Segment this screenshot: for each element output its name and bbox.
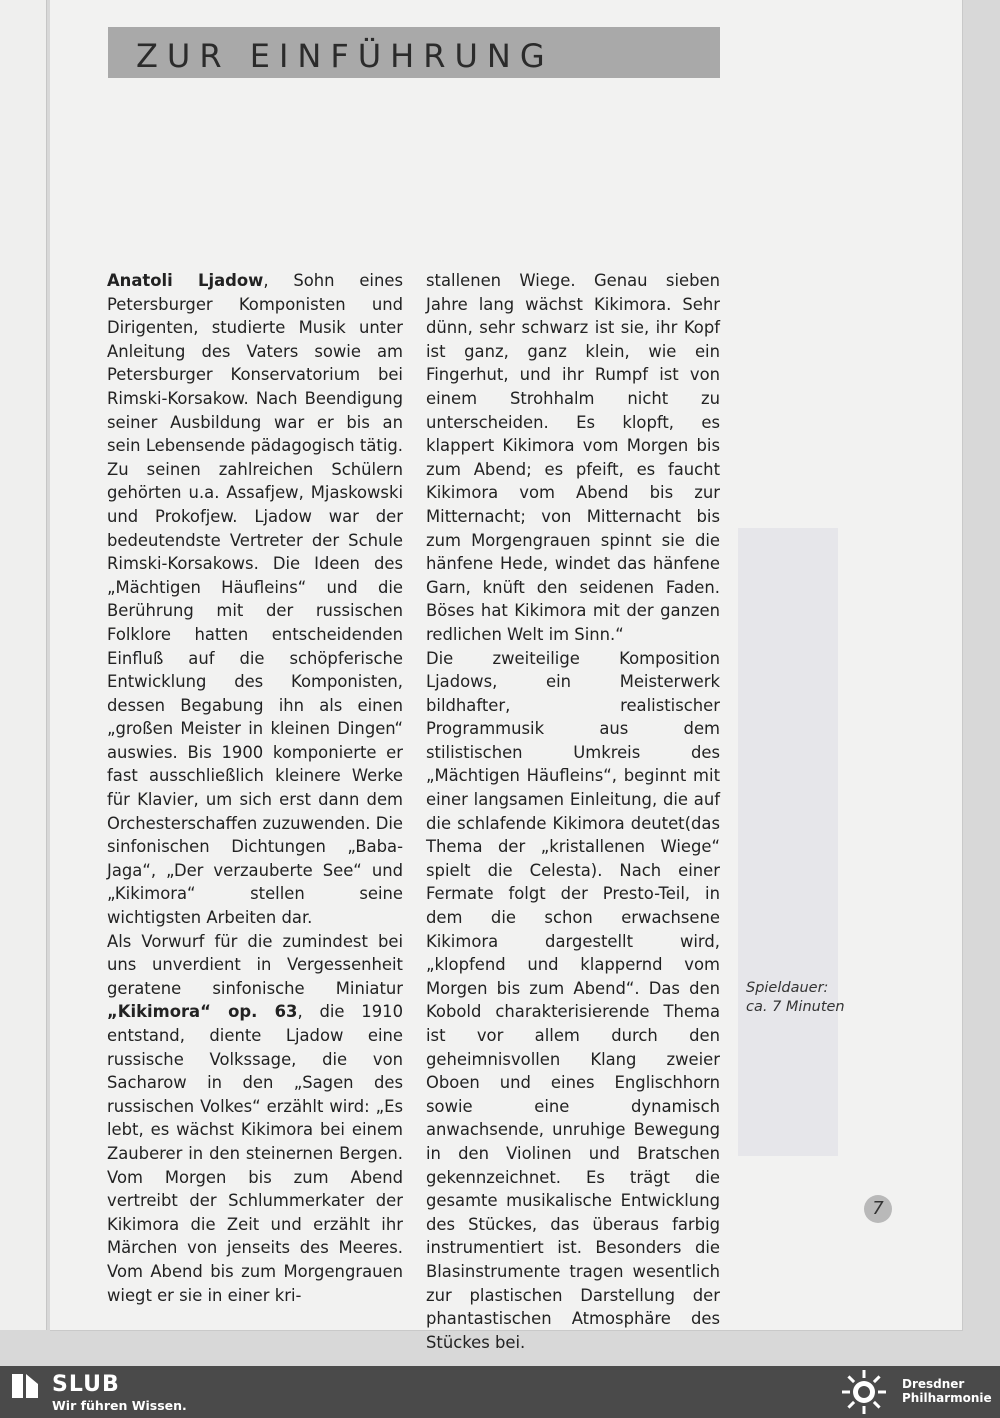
footer-bar bbox=[0, 1366, 1000, 1418]
paragraph-kikimora-before: Als Vorwurf für die zumindest bei uns unverdient in Vergessenheit geratene sinfonische Miniatur bbox=[107, 931, 403, 998]
philharmonie-line2: Philharmonie bbox=[902, 1391, 992, 1405]
page-number: 7 bbox=[864, 1195, 892, 1223]
paragraph-composition: Die zweiteilige Komposition Ljadows, ein Meisterwerk bildhafter, realistischer Programmusik aus dem stilistischen Umkreis des „Mächtigen Häufleins“, beginnt mit einer langsamen Einleitung, die auf die schlafende Kikimora deutet(das Thema der „kristallenen Wiege“ spielt die Celesta). Nach einer Fermate folgt der Presto-Teil, in dem die schon erwachsene Kikimora dargestellt wird, „klopfend und klappernd vom Morgen bis zum Abend“. Das den Kobold charakterisierende Thema ist vor allem durch den geheimnisvollen Klang zweier Oboen und eines Englischhorn sowie eine dynamisch anwachsende, unruhige Bewegung in den Violinen und Bratschen gekennzeichnet. Es trägt die gesamte musikalische Entwicklung des Stückes, das überaus farbig instrumentiert ist. Besonders die Blasinstrumente tragen wesentlich zur plastischen Darstellung der phantastischen Atmosphäre des Stückes bei. bbox=[426, 648, 720, 1352]
page-title: ZUR EINFÜHRUNG bbox=[136, 37, 554, 75]
paragraph-intro bbox=[107, 269, 403, 930]
slub-name: SLUB bbox=[52, 1372, 120, 1397]
duration-note bbox=[746, 979, 886, 1017]
philharmonie-name bbox=[902, 1377, 992, 1405]
left-text-column bbox=[107, 269, 403, 1307]
paragraph-kikimora bbox=[107, 930, 403, 1308]
work-title: „Kikimora“ op. 63 bbox=[107, 1002, 298, 1022]
slub-tagline: Wir führen Wissen. bbox=[52, 1398, 187, 1413]
paragraph-kikimora-after: , die 1910 entstand, diente Ljadow eine russische Volkssage, die von Sacharow in den „Sagen des russischen Volkes“ erzählt wird: „Es lebt, es wächst Kikimora bei einem Zauberer in den steinernen Bergen. Vom Morgen bis zum Abend vertreibt der Schlummerkater der Kikimora die Zeit und erzählt ihr Märchen von jenseits des Meeres. Vom Abend bis zum Morgengrauen wiegt er sie in einer kri- bbox=[107, 1002, 404, 1305]
right-text-column bbox=[426, 269, 720, 1354]
duration-value: ca. 7 Minuten bbox=[746, 999, 845, 1015]
shaded-margin-box bbox=[738, 528, 838, 1156]
paragraph-legend-end: stallenen Wiege. Genau sieben Jahre lang wächst Kikimora. Sehr dünn, sehr schwarz ist sie, ihr Kopf ist ganz, ganz klein, wie ein Fingerhut, und ihr Rumpf ist von einem Strohhalm nicht zu unterscheiden. Es klopft, es klappert Kikimora vom Morgen bis zum Abend; es pfeift, es faucht Kikimora vom Abend bis zur Mitternacht; von Mitternacht bis zum Morgengrauen spinnt sie die hänfene Hede, windet das hänfene Garn, knüft den seidenen Faden. Böses hat Kikimora mit der ganzen redlichen Welt im Sinn.“ bbox=[426, 271, 720, 644]
previous-page-edge bbox=[0, 0, 47, 1330]
composer-name: Anatoli Ljadow bbox=[107, 271, 264, 290]
paragraph-intro-text: , Sohn eines Petersburger Komponisten und Dirigenten, studierte Musik unter Anleitung des Vaters sowie am Petersburger Konservatorium bei Rimski-Korsakow. Nach Beendigung seiner Ausbildung war er bis an sein Lebensende pädagogisch tätig. Zu seinen zahlreichen Schülern gehörten u.a. Assafjew, Mjaskowski und Prokofjew. Ljadow war der bedeutendste Vertreter der Schule Rimski-Korsakows. Die Ideen des „Mächtigen Häufleins“ und die Berührung mit der russischen Folklore hatten entscheidenden Einfluß auf die schöpferische Entwicklung des Komponisten, dessen Begabung ihn als einen „großen Meister in kleinen Dingen“ auswies. Bis 1900 komponierte er fast ausschließlich kleinere Werke für Klavier, um sich erst dann dem Orchesterschaffen zuzuwenden. Die sinfonischen Dichtungen „Baba-Jaga“, „Der verzauberte See“ und „Kikimora“ stellen seine wichtigsten Arbeiten dar. bbox=[107, 271, 403, 928]
duration-label: Spieldauer: bbox=[746, 980, 829, 996]
slub-logo-icon bbox=[12, 1374, 38, 1398]
philharmonie-line1: Dresdner bbox=[902, 1377, 965, 1391]
philharmonie-sun-icon bbox=[840, 1370, 888, 1414]
